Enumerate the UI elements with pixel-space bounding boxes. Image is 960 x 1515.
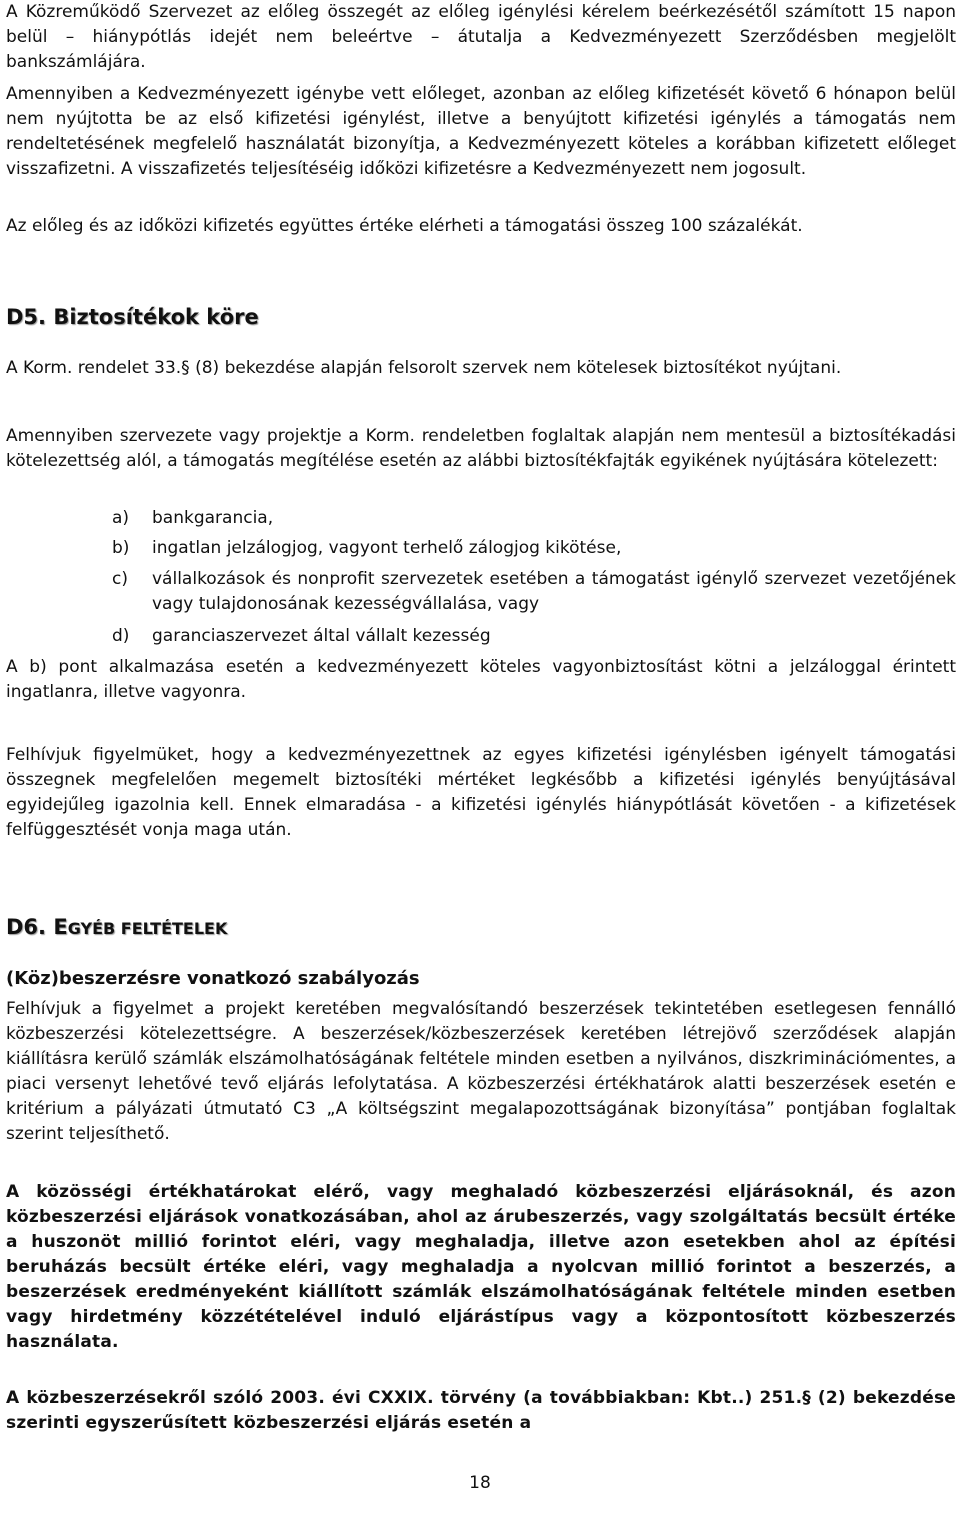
paragraph-attention-guarantee: Felhívjuk figyelmüket, hogy a kedvezményezettnek az egyes kifizetési igénylésben igényelt támogatási összegnek megfelelően megemelt biztosítéki mértéket legkésőbb a kifizetési igénylés benyújtásával egyidejűleg igazolnia kell. Ennek elmaradása - a kifizetési igénylés hiánypótlását követően - a kifizetések felfüggesztését vonja maga után. bbox=[6, 745, 956, 840]
heading-d6-rest: GYÉB FELTÉTELEK bbox=[67, 919, 228, 938]
list-item-label: a) bbox=[112, 508, 130, 528]
list-item bbox=[112, 536, 956, 561]
paragraph-advance-repayment: Amennyiben a Kedvezményezett igénybe vett előleget, azonban az előleg kifizetését követő 6 hónapon belül nem nyújtotta be az első kifizetési igénylést, illetve a benyújtott kifizetési igénylés a támogatás nem rendeltetésének megfelelő használatát bizonyítja, a Kedvezményezett köteles a korábban kifizetett előleget visszafizetni. A visszafizetés teljesítéséig időközi kifizetésre a Kedvezményezett nem jogosult. bbox=[6, 84, 956, 179]
list-item-label: d) bbox=[112, 626, 130, 646]
list-item bbox=[112, 567, 956, 617]
paragraph-procurement-notice: Felhívjuk a figyelmet a projekt keretében megvalósítandó beszerzések tekintetében esetlegesen fennálló közbeszerzési kötelezettségre. A beszerzések/közbeszerzések keretében létrejövő szerződések alapján kiállításra kerülő számlák elszámolhatóságának feltétele minden esetben a nyilvános, diszkriminációmentes, a piaci versenyt lehetővé tevő eljárás lefolytatása. A közbeszerzési értékhatárok alatti beszerzések esetén e kritérium a pályázati útmutató C3 „A költségszint megalapozottságának bizonyítása” pontjában foglaltak szerint teljesíthető. bbox=[6, 999, 956, 1144]
list-item-text: garanciaszervezet által vállalt kezesség bbox=[152, 626, 491, 646]
page-number: 18 bbox=[469, 1473, 491, 1493]
paragraph-exempt-bodies: A Korm. rendelet 33.§ (8) bekezdése alapján felsorolt szervek nem kötelesek biztosítékot nyújtani. bbox=[6, 358, 842, 378]
list-item bbox=[112, 624, 956, 649]
list-item-text: vállalkozások és nonprofit szervezetek esetében a támogatást igénylő szervezet vezetőjének vagy tulajdonosának kezességvállalása, vagy bbox=[152, 569, 956, 614]
subheading-procurement: (Köz)beszerzésre vonatkozó szabályozás bbox=[6, 968, 420, 989]
list-item-text: bankgarancia, bbox=[152, 508, 274, 528]
paragraph-kbt-reference: A közbeszerzésekről szóló 2003. évi CXXIX. törvény (a továbbiakban: Kbt..) 251.§ (2) bekezdése szerinti egyszerűsített közbeszerzési eljárás esetén a bbox=[6, 1388, 956, 1433]
paragraph-advance-transfer: A Közreműködő Szervezet az előleg összegét az előleg igénylési kérelem beérkezésétől számított 15 napon belül – hiánypótlás idejét nem beleértve – átutalja a Kedvezményezett Szerződésben megjelölt bankszámlájára. bbox=[6, 2, 956, 72]
heading-d6 bbox=[6, 913, 956, 943]
list-item-label: c) bbox=[112, 569, 128, 589]
list-item bbox=[112, 506, 956, 531]
paragraph-advance-limit: Az előleg és az időközi kifizetés együttes értéke elérheti a támogatási összeg 100 százalékát. bbox=[6, 216, 803, 236]
paragraph-guarantee-obligation: Amennyiben szervezete vagy projektje a Korm. rendeletben foglaltak alapján nem mentesül a biztosítékadási kötelezettség alól, a támogatás megítélése esetén az alábbi biztosítékfajták egyikének nyújtására kötelezett: bbox=[6, 426, 956, 471]
list-item-label: b) bbox=[112, 538, 130, 558]
heading-d5: D5. Biztosítékok köre bbox=[6, 305, 259, 329]
heading-d6-initial: E bbox=[53, 915, 68, 939]
paragraph-insurance: A b) pont alkalmazása esetén a kedvezményezett köteles vagyonbiztosítást kötni a jelzáloggal érintett ingatlanra, illetve vagyonra. bbox=[6, 657, 956, 702]
heading-d6-number: D6. bbox=[6, 915, 54, 939]
list-item-text: ingatlan jelzálogjog, vagyont terhelő zálogjog kikötése, bbox=[152, 538, 622, 558]
paragraph-eu-thresholds: A közösségi értékhatárokat elérő, vagy meghaladó közbeszerzési eljárásoknál, és azon közbeszerzési eljárások vonatkozásában, ahol az árubeszerzés, vagy szolgáltatás becsült értéke a huszonöt millió forintot eléri, vagy meghaladja, illetve azon esetekben ahol az építési beruházás becsült értéke eléri, vagy meghaladja a nyolcvan millió forintot a beszerzés, a beszerzések eredményeként kiállított számlák elszámolhatóságának feltétele minden esetben vagy hirdetmény közzétételével induló eljárástípus vagy a központosított közbeszerzés használata. bbox=[6, 1182, 956, 1352]
